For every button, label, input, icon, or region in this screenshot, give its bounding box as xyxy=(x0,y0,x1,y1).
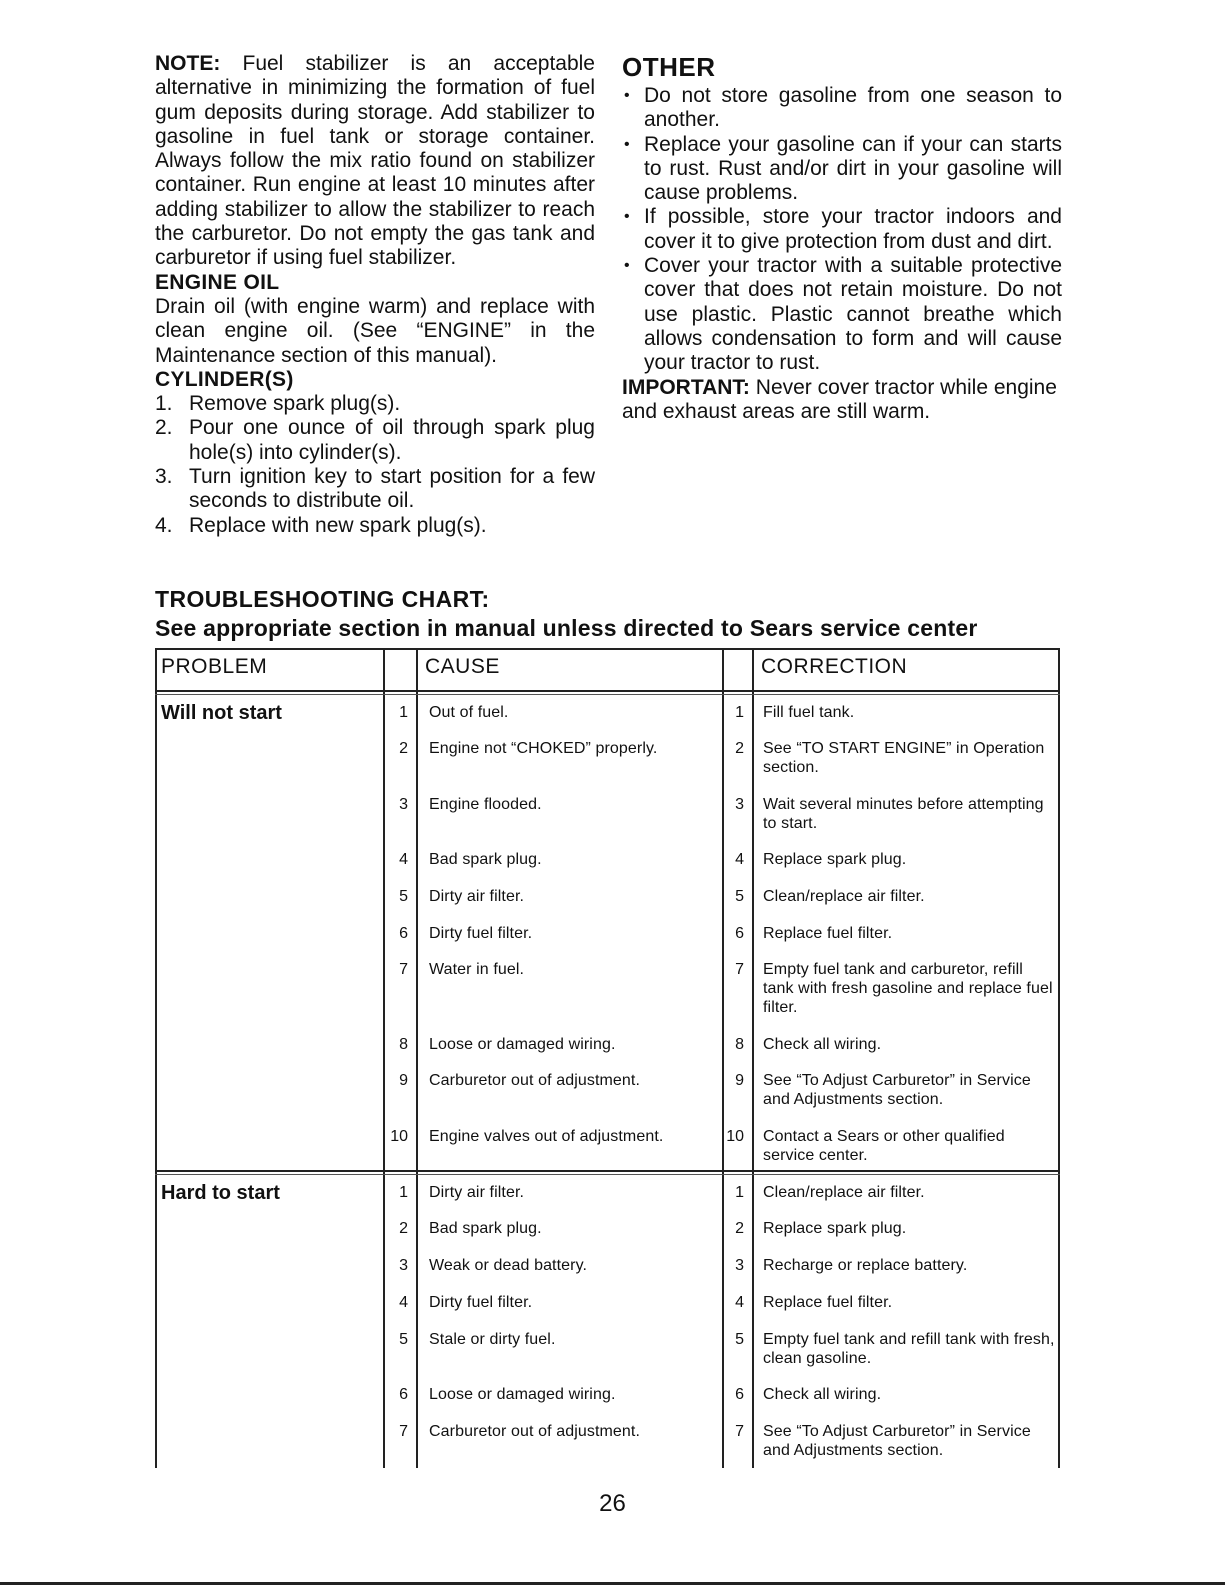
correction-number: 5 xyxy=(735,888,744,905)
cause-number: 3 xyxy=(399,1257,408,1274)
step-text: Pour one ounce of oil through spark plug hole(s) into cylinder(s). xyxy=(189,416,595,464)
troubleshooting-table xyxy=(155,648,1060,1468)
cause-text: Water in fuel. xyxy=(429,961,525,978)
cause-number: 1 xyxy=(399,704,408,721)
step-number: 2. xyxy=(155,416,173,440)
bullet-item xyxy=(622,254,1062,375)
correction-number: 5 xyxy=(735,1331,744,1348)
note-text: Fuel stabilizer is an acceptable alternative in minimizing the formation of fuel gum deposits during storage. Add stabilizer to gasoline in fuel tank or storage container. Always follow the mix ratio found on stabilizer container. Run engine at least 10 minutes after adding stabilizer to allow the stabilizer to reach the carburetor. Do not empty the gas tank and carburetor if using fuel stabilizer. xyxy=(155,52,595,270)
correction-number: 7 xyxy=(735,1423,744,1440)
step-number: 1. xyxy=(155,392,173,416)
cause-text: Carburetor out of adjustment. xyxy=(429,1072,641,1089)
cause-number: 4 xyxy=(399,1294,408,1311)
table-rule xyxy=(752,648,754,1468)
left-column xyxy=(155,52,595,538)
step-text: Remove spark plug(s). xyxy=(189,392,401,416)
important-text: Never cover tractor while engine and exhaust areas are still warm. xyxy=(622,375,1057,423)
correction-number: 8 xyxy=(735,1036,744,1053)
bullet-dot-icon: • xyxy=(624,135,630,153)
cause-text: Dirty fuel filter. xyxy=(429,925,533,942)
cause-number: 5 xyxy=(399,1331,408,1348)
bullet-text: If possible, store your tractor indoors and cover it to give protection from dust and dirt. xyxy=(644,205,1062,253)
cause-number: 5 xyxy=(399,888,408,905)
correction-text: Empty fuel tank and carburetor, refill tank with fresh gasoline and replace fuel filter. xyxy=(763,961,1053,1016)
correction-text: Replace spark plug. xyxy=(763,1220,907,1237)
correction-number: 6 xyxy=(735,1386,744,1403)
cause-text: Dirty fuel filter. xyxy=(429,1294,533,1311)
correction-text: See “To Adjust Carburetor” in Service and Adjustments section. xyxy=(763,1072,1031,1108)
cylinder-step xyxy=(155,514,595,538)
correction-text: Replace fuel filter. xyxy=(763,1294,893,1311)
bullet-item xyxy=(622,205,1062,254)
bullet-text: Do not store gasoline from one season to another. xyxy=(644,84,1062,132)
other-heading: OTHER xyxy=(622,52,716,82)
correction-text: Clean/replace air filter. xyxy=(763,1184,925,1201)
right-column xyxy=(622,52,1062,424)
cause-number: 7 xyxy=(399,961,408,978)
troubleshooting-title: TROUBLESHOOTING CHART: xyxy=(155,586,490,612)
engine-oil-text: Drain oil (with engine warm) and replace with clean engine oil. (See “ENGINE” in the Maintenance section of this manual). xyxy=(155,294,595,367)
cause-text: Dirty air filter. xyxy=(429,1184,525,1201)
cylinder-step xyxy=(155,465,595,514)
cause-number: 3 xyxy=(399,796,408,813)
correction-number: 1 xyxy=(735,1184,744,1201)
header-cause: CAUSE xyxy=(425,655,500,678)
correction-number: 10 xyxy=(726,1128,744,1145)
bullet-item xyxy=(622,133,1062,206)
correction-number: 4 xyxy=(735,1294,744,1311)
cause-number: 8 xyxy=(399,1036,408,1053)
table-rule xyxy=(1058,648,1060,1468)
bullet-dot-icon: • xyxy=(624,87,630,104)
cause-text: Weak or dead battery. xyxy=(429,1257,588,1274)
correction-text: Fill fuel tank. xyxy=(763,704,855,721)
bullet-dot-icon: • xyxy=(624,257,630,275)
problem-name: Will not start xyxy=(161,702,282,724)
step-number: 4. xyxy=(155,513,173,537)
troubleshooting-title-block xyxy=(155,585,1075,643)
cylinder-step xyxy=(155,392,595,416)
cause-text: Out of fuel. xyxy=(429,704,509,721)
cause-text: Bad spark plug. xyxy=(429,851,542,868)
cause-number: 4 xyxy=(399,851,408,868)
step-text: Turn ignition key to start position for a few seconds to distribute oil. xyxy=(189,465,595,513)
cylinder-step xyxy=(155,416,595,465)
cause-number: 6 xyxy=(399,925,408,942)
correction-number: 2 xyxy=(735,1220,744,1237)
cylinder-steps xyxy=(155,392,595,538)
bullet-item xyxy=(622,84,1062,133)
cause-text: Bad spark plug. xyxy=(429,1220,542,1237)
cause-text: Loose or damaged wiring. xyxy=(429,1386,616,1403)
cause-number: 6 xyxy=(399,1386,408,1403)
correction-text: Replace spark plug. xyxy=(763,851,907,868)
note-lead: NOTE: xyxy=(155,52,221,75)
table-rule xyxy=(155,1174,1060,1175)
header-problem: PROBLEM xyxy=(161,655,268,678)
bullet-text: Cover your tractor with a suitable protective cover that does not retain moisture. Do not use plastic. Plastic cannot breathe which allows condensation to form and will cause your tractor to rust. xyxy=(644,254,1062,375)
correction-number: 1 xyxy=(735,704,744,721)
correction-text: See “To Adjust Carburetor” in Service and Adjustments section. xyxy=(763,1423,1031,1459)
correction-text: Contact a Sears or other qualified service center. xyxy=(763,1128,1005,1164)
bullet-text: Replace your gasoline can if your can starts to rust. Rust and/or dirt in your gasoline will cause problems. xyxy=(644,132,1062,205)
engine-oil-heading: ENGINE OIL xyxy=(155,270,280,294)
header-correction: CORRECTION xyxy=(761,655,908,678)
correction-number: 3 xyxy=(735,1257,744,1274)
correction-number: 2 xyxy=(735,740,744,757)
note-paragraph xyxy=(155,52,595,271)
correction-text: Empty fuel tank and refill tank with fresh, clean gasoline. xyxy=(763,1331,1055,1367)
important-lead: IMPORTANT: xyxy=(622,375,750,399)
troubleshooting-subtitle: See appropriate section in manual unless directed to Sears service center xyxy=(155,615,978,641)
cause-number: 9 xyxy=(399,1072,408,1089)
correction-number: 3 xyxy=(735,796,744,813)
cause-text: Carburetor out of adjustment. xyxy=(429,1423,641,1440)
problem-name: Hard to start xyxy=(161,1182,280,1204)
cause-number: 2 xyxy=(399,740,408,757)
cause-number: 2 xyxy=(399,1220,408,1237)
cylinders-heading: CYLINDER(S) xyxy=(155,367,294,391)
cause-text: Loose or damaged wiring. xyxy=(429,1036,616,1053)
correction-text: Clean/replace air filter. xyxy=(763,888,925,905)
page-number: 26 xyxy=(599,1490,626,1517)
correction-text: See “TO START ENGINE” in Operation section. xyxy=(763,740,1045,776)
correction-number: 4 xyxy=(735,851,744,868)
correction-number: 9 xyxy=(735,1072,744,1089)
table-rule xyxy=(155,690,1060,692)
correction-text: Check all wiring. xyxy=(763,1036,882,1053)
step-text: Replace with new spark plug(s). xyxy=(189,513,487,537)
bullet-dot-icon: • xyxy=(624,208,630,226)
correction-text: Wait several minutes before attempting to start. xyxy=(763,796,1044,832)
important-paragraph xyxy=(622,376,1062,425)
cause-number: 10 xyxy=(390,1128,408,1145)
cause-number: 1 xyxy=(399,1184,408,1201)
table-rule xyxy=(155,1170,1060,1172)
table-rule xyxy=(416,648,418,1468)
cause-number: 7 xyxy=(399,1423,408,1440)
correction-number: 7 xyxy=(735,961,744,978)
table-rule xyxy=(155,694,1060,695)
other-bullets xyxy=(622,84,1062,376)
cause-text: Engine valves out of adjustment. xyxy=(429,1128,664,1145)
correction-text: Check all wiring. xyxy=(763,1386,882,1403)
table-rule xyxy=(155,648,1060,650)
cause-text: Engine flooded. xyxy=(429,796,542,813)
correction-text: Replace fuel filter. xyxy=(763,925,893,942)
cause-text: Engine not “CHOKED” properly. xyxy=(429,740,658,757)
cause-text: Stale or dirty fuel. xyxy=(429,1331,556,1348)
correction-text: Recharge or replace battery. xyxy=(763,1257,968,1274)
cause-text: Dirty air filter. xyxy=(429,888,525,905)
step-number: 3. xyxy=(155,465,173,489)
table-rule xyxy=(155,648,157,1468)
correction-number: 6 xyxy=(735,925,744,942)
